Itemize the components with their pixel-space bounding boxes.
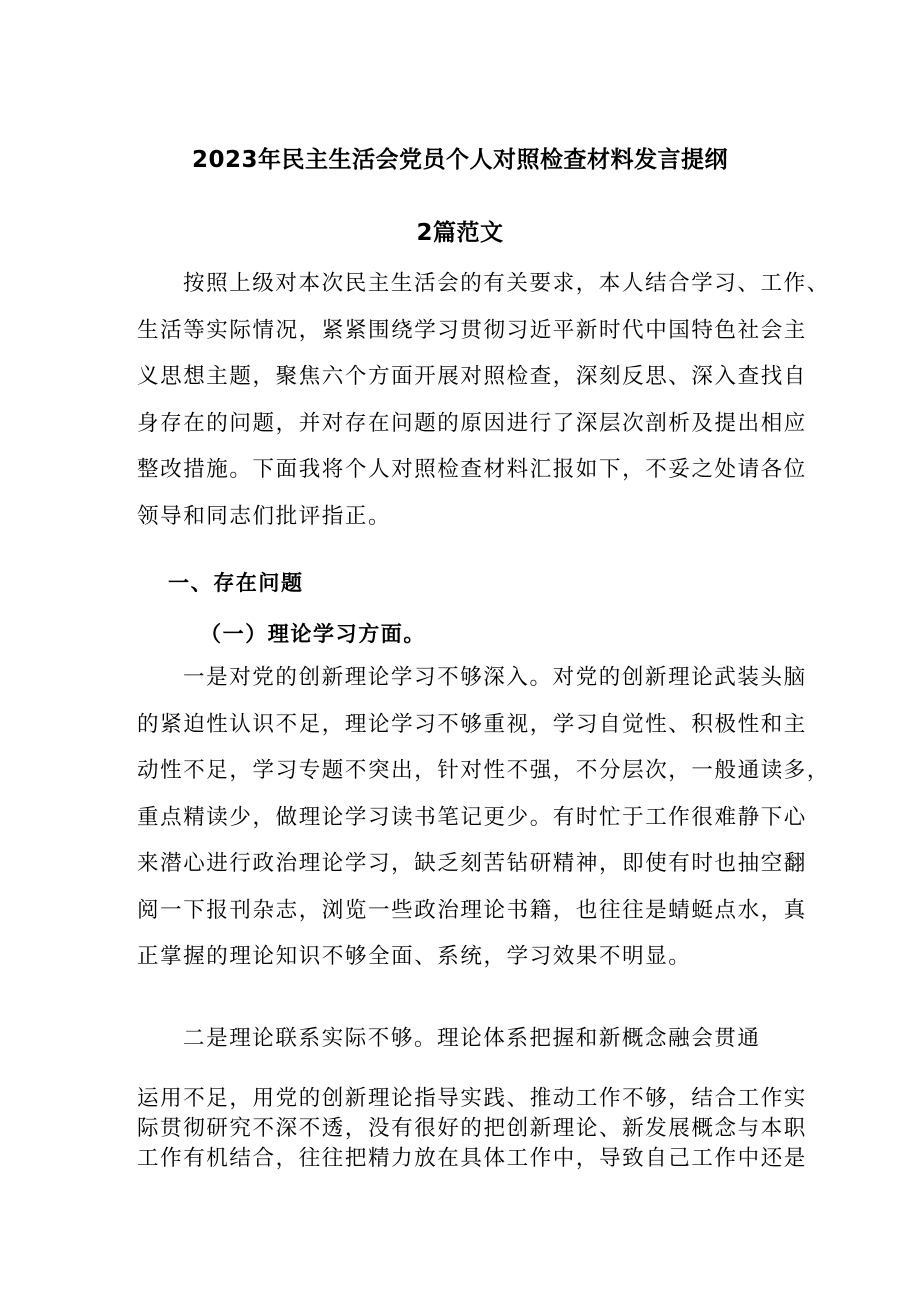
intro-paragraph (137, 261, 830, 540)
point-one-line: 正掌握的理论知识不够全面、系统，学习效果不明显。 (137, 944, 692, 969)
section-heading-existing-problems: 一、存在问题 (168, 571, 304, 595)
point-two-heading-line: 二是理论联系实际不够。理论体系把握和新概念融会贯通 (183, 1026, 761, 1051)
intro-line: 生活等实际情况，紧紧围绕学习贯彻习近平新时代中国特色社会主 (137, 317, 807, 343)
point-two-line: 际贯彻研究不深不透，没有很好的把创新理论、新发展概念与本职 (137, 1116, 807, 1141)
point-two-paragraph (137, 1084, 807, 1174)
document-title-line-1: 2023年民主生活会党员个人对照检查材料发言提纲 (191, 147, 728, 173)
point-two-line: 工作有机结合，往往把精力放在具体工作中，导致自己工作中还是 (137, 1146, 807, 1171)
subsection-heading-theory-study: （一）理论学习方面。 (200, 622, 426, 646)
intro-line: 义思想主题，聚焦六个方面开展对照检查，深刻反思、深入查找自 (137, 364, 807, 389)
point-two-line: 运用不足，用党的创新理论指导实践、推动工作不够，结合工作实 (137, 1086, 807, 1111)
point-one-line: 重点精读少，做理论学习读书笔记更少。有时忙于工作很难静下心 (137, 804, 807, 830)
intro-line: 按照上级对本次民主生活会的有关要求，本人结合学习、工作、 (183, 271, 830, 296)
point-one-line: 一是对党的创新理论学习不够深入。对党的创新理论武装头脑 (183, 665, 807, 690)
point-one-line: 来潜心进行政治理论学习，缺乏刻苦钻研精神，即使有时也抽空翻 (137, 851, 807, 876)
intro-line: 领导和同志们批评指正。 (137, 503, 392, 529)
point-one-line: 阅一下报刊杂志，浏览一些政治理论书籍，也往往是蜻蜓点水，真 (137, 897, 807, 923)
point-two-first-line (137, 1016, 787, 1063)
point-one-line: 的紧迫性认识不足，理论学习不够重视，学习自觉性、积极性和主 (137, 711, 807, 737)
intro-line: 整改措施。下面我将个人对照检查材料汇报如下，不妥之处请各位 (137, 457, 807, 482)
point-one-line: 动性不足，学习专题不突出，针对性不强，不分层次，一般通读多， (137, 758, 831, 783)
intro-line: 身存在的问题，并对存在问题的原因进行了深层次剖析及提出相应 (137, 410, 807, 436)
document-title-line-2: 2篇范文 (416, 220, 504, 246)
point-one-paragraph (137, 655, 831, 981)
